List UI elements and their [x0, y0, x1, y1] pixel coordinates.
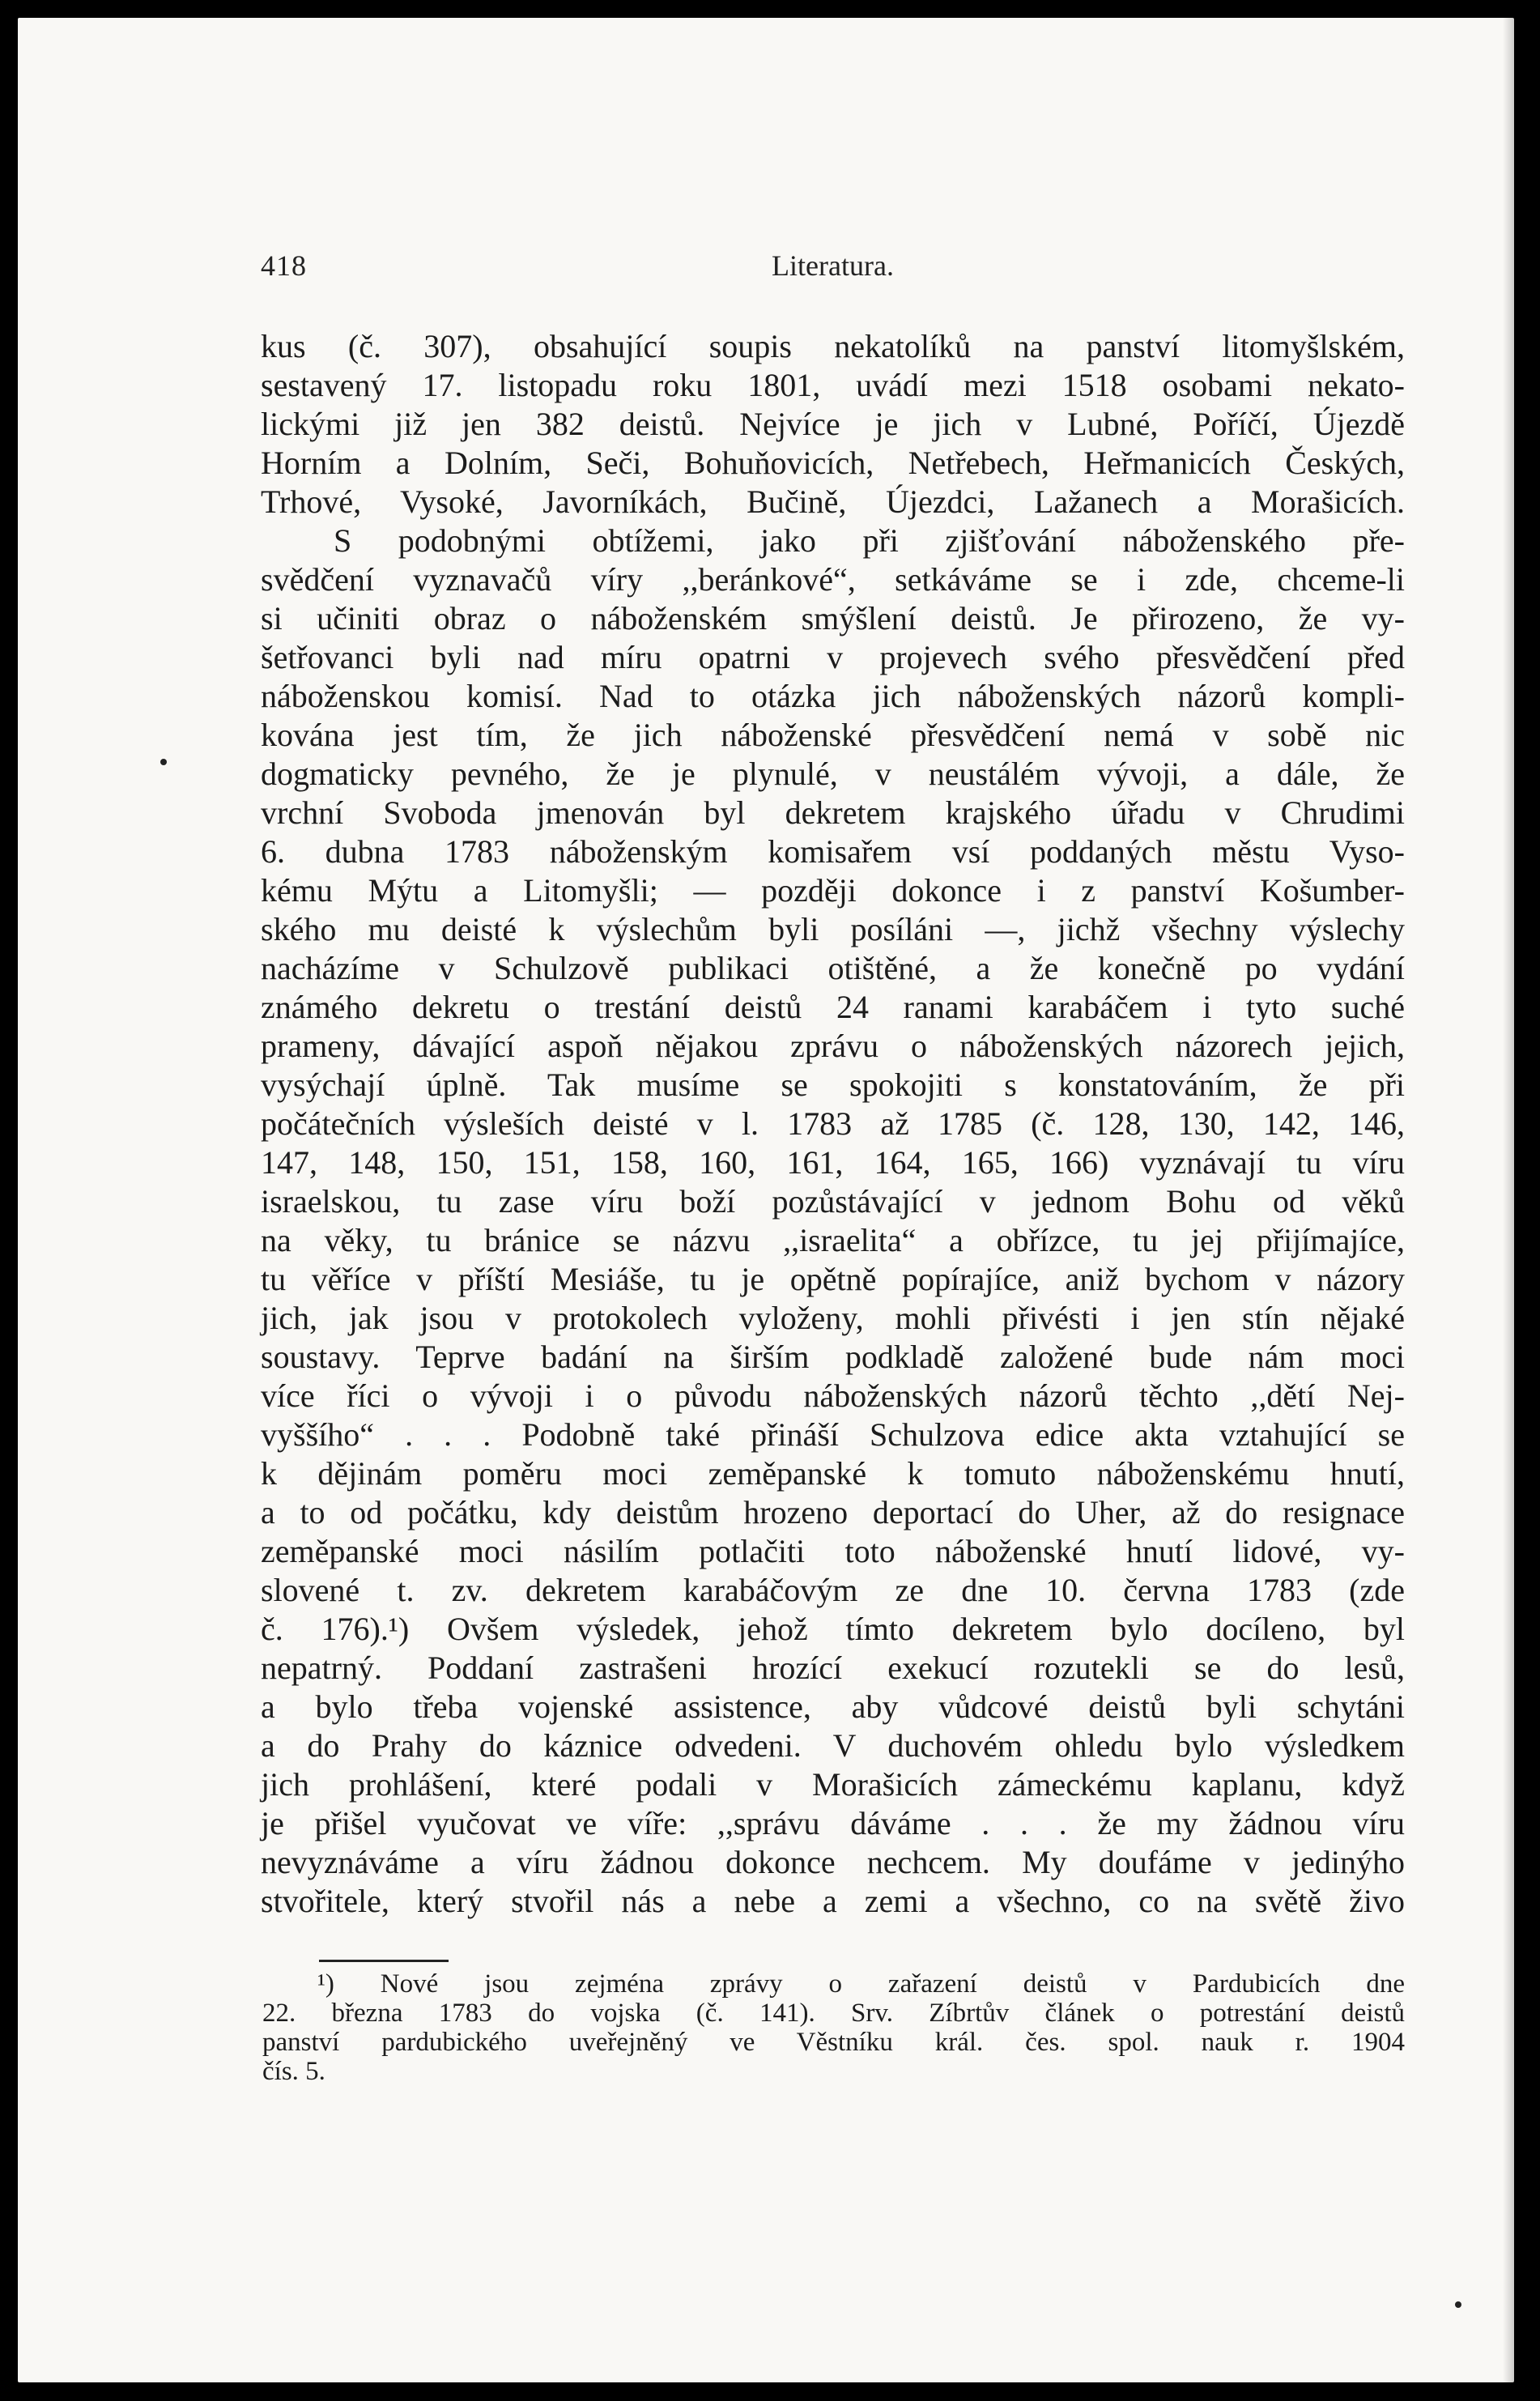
text-line: ského mu deisté k výslechům byli posíláni —, jichž všechny výslechy — [261, 911, 1405, 947]
text-line: je přišel vyučovat ve víře: ,,správu dáváme . . . že my žádnou víru — [261, 1805, 1405, 1841]
text-line: lickými již jen 382 deistů. Nejvíce je jich v Lubné, Poříčí, Újezdě — [261, 406, 1405, 442]
text-line: vrchní Svoboda jmenován byl dekretem krajského úřadu v Chrudimi — [261, 794, 1405, 831]
text-line: nevyznáváme a víru žádnou dokonce nechcem. My doufáme v jedinýho — [261, 1844, 1405, 1880]
text-line: náboženskou komisí. Nad to otázka jich náboženských názorů kompli- — [261, 678, 1405, 714]
text-line: svědčení vyznavačů víry ,,beránkové“, setkáváme se i zde, chceme-li — [261, 561, 1405, 598]
text-line: Horním a Dolním, Seči, Bohuňovicích, Netřebech, Heřmanicích Českých, — [261, 445, 1405, 481]
text-line: S podobnými obtížemi, jako při zjišťování náboženského pře- — [334, 522, 1405, 559]
text-line: známého dekretu o trestání deistů 24 ranami karabáčem i tyto suché — [261, 989, 1405, 1025]
body-text — [261, 327, 1405, 1921]
text-line: Trhové, Vysoké, Javorníkách, Bučině, Újezdci, Lažanech a Morašicích. — [261, 483, 1405, 520]
text-line: sestavený 17. listopadu roku 1801, uvádí mezi 1518 osobami nekato- — [261, 367, 1405, 403]
text-line: vysýchají úplně. Tak musíme se spokojiti s konstatováním, že při — [261, 1066, 1405, 1103]
text-line: nepatrný. Poddaní zastrašeni hrozící exekucí rozutekli se do lesů, — [261, 1650, 1405, 1686]
footnote-line: ¹) Nové jsou zejména zprávy o zařazení deistů v Pardubicích dne — [317, 1969, 1405, 1999]
text-line: a do Prahy do káznice odvedeni. V duchovém ohledu bylo výsledkem — [261, 1727, 1405, 1764]
page-number: 418 — [261, 249, 307, 282]
text-line: stvořitele, který stvořil nás a nebe a zemi a všechno, co na světě živo — [261, 1883, 1405, 1919]
running-title: Literatura. — [772, 249, 894, 282]
text-line: slovené t. zv. dekretem karabáčovým ze dne 10. června 1783 (zde — [261, 1572, 1405, 1608]
scan-speck — [160, 759, 167, 765]
text-line: si učiniti obraz o náboženském smýšlení deistů. Je přirozeno, že vy- — [261, 600, 1405, 636]
text-line: soustavy. Teprve badání na širším podkladě založené bude nám moci — [261, 1339, 1405, 1375]
footnote-line: 22. března 1783 do vojska (č. 141). Srv. Zíbrtův článek o potrestání deistů — [262, 1999, 1405, 2028]
footnote-rule — [319, 1960, 449, 1962]
text-line: počátečních výsleších deisté v l. 1783 až 1785 (č. 128, 130, 142, 146, — [261, 1105, 1405, 1142]
text-line: dogmaticky pevného, že je plynulé, v neustálém vývoji, a dále, že — [261, 756, 1405, 792]
text-line: a bylo třeba vojenské assistence, aby vůdcové deistů byli schytáni — [261, 1688, 1405, 1725]
text-line: jich prohlášení, které podali v Morašicích zámeckému kaplanu, když — [261, 1766, 1405, 1803]
page-header — [261, 249, 1405, 297]
text-line: více říci o vývoji i o původu náboženských názorů těchto ,,dětí Nej- — [261, 1377, 1405, 1414]
text-line: kus (č. 307), obsahující soupis nekatolíků na panství litomyšlském, — [261, 328, 1405, 364]
page-edge-shadow — [1503, 18, 1514, 2382]
scanned-page — [18, 18, 1514, 2382]
text-line: kována jest tím, že jich náboženské přesvědčení nemá v sobě nic — [261, 717, 1405, 753]
text-line: prameny, dávající aspoň nějakou zprávu o náboženských názorech jejich, — [261, 1028, 1405, 1064]
footnote-line: čís. 5. — [262, 2057, 325, 2086]
text-line: na věky, tu bránice se názvu ,,israelita“ a obřízce, tu jej přijímajíce, — [261, 1222, 1405, 1258]
text-line: č. 176).¹) Ovšem výsledek, jehož tímto dekretem bylo docíleno, byl — [261, 1611, 1405, 1647]
text-line: 6. dubna 1783 náboženským komisařem vsí poddaných městu Vyso- — [261, 833, 1405, 870]
scan-speck — [1455, 2301, 1461, 2308]
text-line: šetřovanci byli nad míru opatrni v projevech svého přesvědčení před — [261, 639, 1405, 675]
text-line: tu věříce v příští Mesiáše, tu je opětně popírajíce, aniž bychom v názory — [261, 1261, 1405, 1297]
text-line: nacházíme v Schulzově publikaci otištěné, a že konečně po vydání — [261, 950, 1405, 986]
text-line: vyššího“ . . . Podobně také přináší Schulzova edice akta vztahující se — [261, 1416, 1405, 1453]
text-line: 147, 148, 150, 151, 158, 160, 161, 164, 165, 166) vyznávají tu víru — [261, 1144, 1405, 1181]
text-line: zeměpanské moci násilím potlačiti toto náboženské hnutí lidové, vy- — [261, 1533, 1405, 1569]
text-line: israelskou, tu zase víru boží pozůstávající v jednom Bohu od věků — [261, 1183, 1405, 1220]
footnotes — [262, 1969, 1405, 2086]
text-line: k dějinám poměru moci zeměpanské k tomuto náboženskému hnutí, — [261, 1455, 1405, 1492]
text-line: a to od počátku, kdy deistům hrozeno deportací do Uher, až do resignace — [261, 1494, 1405, 1530]
text-line: jich, jak jsou v protokolech vyloženy, mohli přivésti i jen stín nějaké — [261, 1300, 1405, 1336]
text-line: kému Mýtu a Litomyšli; — později dokonce i z panství Košumber- — [261, 872, 1405, 909]
footnote-line: panství pardubického uveřejněný ve Věstníku král. čes. spol. nauk r. 1904 — [262, 2028, 1405, 2057]
